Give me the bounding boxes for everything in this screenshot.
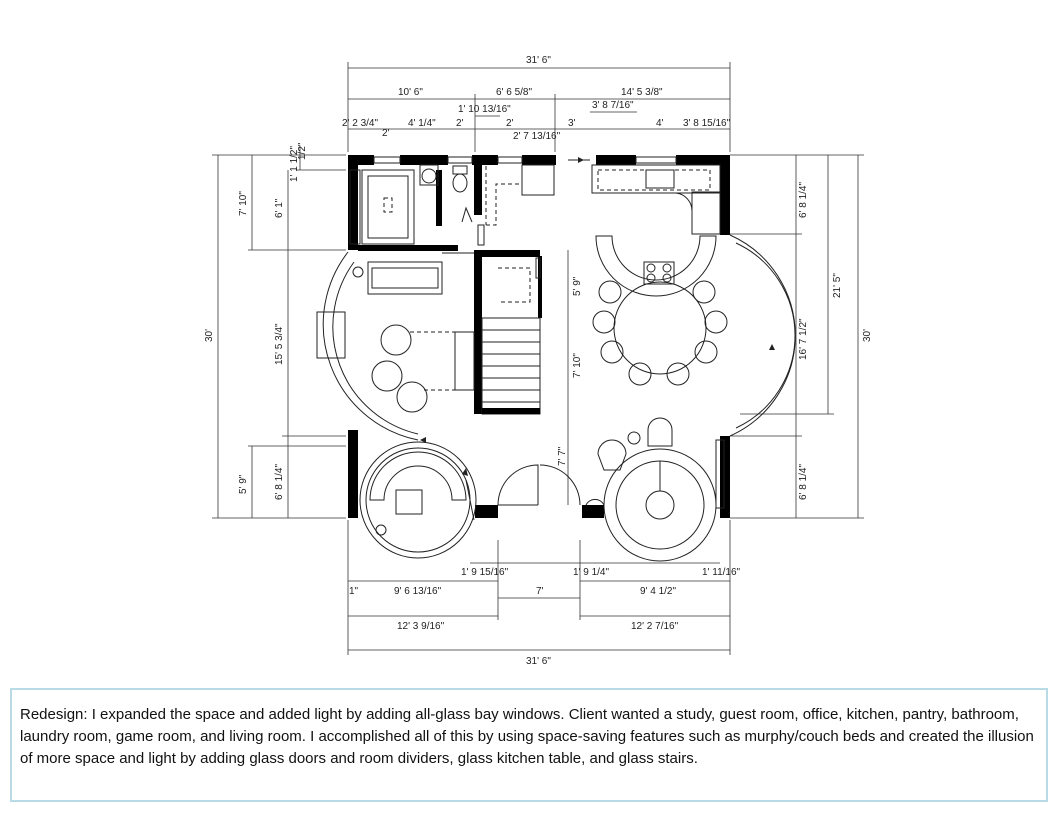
pantry: [478, 165, 554, 245]
dim-bottom-r2-1: 1": [349, 586, 359, 597]
dim-left-seg-2: 6' 1": [274, 198, 285, 218]
dim-top-detail-8: 4': [656, 118, 664, 129]
dim-top-mid-2: 3' 8 7/16": [592, 100, 634, 111]
floor-lamp-icon: [353, 267, 363, 277]
dim-bottom-r2-3: 7': [536, 586, 544, 597]
dim-bottom-r1-3: 1' 11/16": [702, 567, 741, 578]
dim-top-detail-4: 2': [456, 118, 464, 129]
dim-top-overall: 31' 6": [526, 55, 551, 66]
dim-top-detail-7: 3': [568, 118, 576, 129]
dim-top-detail-2: 2': [382, 128, 390, 139]
dim-top-detail-6: 2' 7 13/16": [513, 131, 561, 142]
interior-walls: [358, 155, 542, 414]
dim-bottom-r1-1: 1' 9 15/16": [461, 567, 509, 578]
caption-text: Redesign: I expanded the space and added light by adding all-glass bay windows. Client wanted a study, guest room, office, kitchen, pantry, bathroom, laundry room, game room, and living room. I accomplished all of this by using space-saving features such as murphy/couch beds and created the illusion of more space and light by adding glass doors and room dividers, glass kitchen table, and glass stairs.: [20, 706, 1034, 767]
glass-stairs: [482, 258, 540, 414]
dim-left-seg-6: 5' 9": [238, 474, 249, 494]
dim-left-seg-7: 6' 8 1/4": [274, 463, 285, 500]
dim-right-overall: 30': [862, 328, 873, 342]
dim-top-detail-3: 4' 1/4": [408, 118, 436, 129]
game-room: [598, 418, 724, 561]
dim-bottom-r2-4: 9' 4 1/2": [640, 586, 677, 597]
dim-bottom-overall: 31' 6": [526, 656, 551, 667]
couch-bed: [368, 262, 442, 294]
right-dimensions: [730, 155, 873, 518]
kitchen: [572, 160, 720, 296]
top-dimensions: [342, 55, 731, 152]
bottom-dimensions: [348, 520, 741, 667]
dim-left-seg-3: 1' 1 1/2": [289, 145, 300, 182]
dim-top-detail-5: 2': [506, 118, 514, 129]
dim-left-overall: 30': [204, 328, 215, 342]
sink-icon: [422, 169, 436, 183]
dim-interior-3: 7' 7": [557, 446, 568, 466]
dim-left-seg-1: 7' 10": [238, 191, 249, 216]
dining-table: [593, 281, 727, 385]
dim-bottom-r2-2: 9' 6 13/16": [394, 586, 442, 597]
dim-right-seg-2: 6' 8 1/4": [798, 181, 809, 218]
dim-interior-2: 7' 10": [572, 353, 583, 378]
interior-dimensions: [557, 250, 583, 505]
dim-top-mid-1: 1' 10 13/16": [458, 104, 511, 115]
kitchen-sink-icon: [646, 170, 674, 188]
dim-interior-1: 5' 9": [572, 276, 583, 296]
living-room: [317, 262, 474, 412]
dim-top-detail-9: 3' 8 15/16": [683, 118, 731, 129]
dim-left-seg-4: 1/2": [297, 142, 308, 160]
dim-left-seg-5: 15' 5 3/4": [274, 323, 285, 365]
dim-bottom-r3-1: 12' 3 9/16": [397, 621, 445, 632]
exterior-walls: [348, 155, 730, 518]
dim-right-seg-1: 21' 5": [832, 273, 843, 298]
dim-right-seg-4: 6' 8 1/4": [798, 463, 809, 500]
bathroom: [350, 165, 474, 253]
dim-bottom-r1-2: 1' 9 1/4": [573, 567, 610, 578]
dim-top-seg-1: 10' 6": [398, 87, 423, 98]
dim-top-detail-1: 2' 2 3/4": [342, 118, 379, 129]
design-caption: [10, 688, 1048, 802]
dim-top-seg-2: 6' 6 5/8": [496, 87, 533, 98]
left-bay-window: [323, 252, 418, 440]
right-bay-window: [730, 235, 795, 436]
dim-top-seg-3: 14' 5 3/8": [621, 87, 663, 98]
dim-right-seg-3: 16' 7 1/2": [798, 318, 809, 360]
study-room: [360, 442, 476, 558]
toilet-icon: [453, 174, 467, 192]
left-dimensions: [204, 142, 346, 518]
entry-doors: [498, 465, 604, 505]
dim-bottom-r3-2: 12' 2 7/16": [631, 621, 679, 632]
tv-console: [317, 312, 345, 358]
